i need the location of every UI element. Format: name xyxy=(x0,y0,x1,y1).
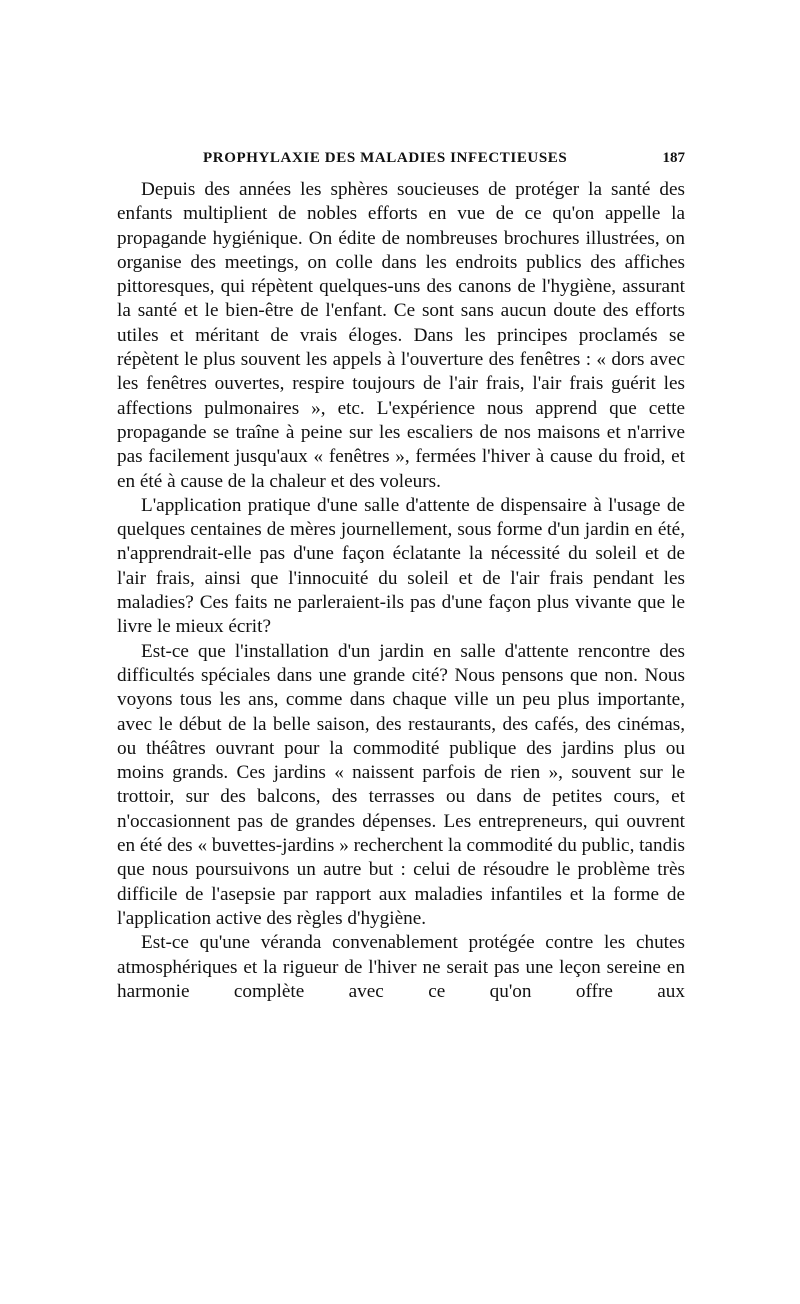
body-text xyxy=(117,178,685,1004)
paragraph: Est-ce que l'installation d'un jardin en salle d'attente rencontre des difficultés spéciales dans une grande cité? Nous pensons que non. Nous voyons tous les ans, comme dans chaque ville un peu plus importante, avec le début de la belle saison, des restaurants, des cafés, des cinémas, ou théâtres ouvrant pour la commodité publique des jardins plus ou moins grands. Ces jardins « naissent parfois de rien », souvent sur le trottoir, sur des balcons, des terrasses ou dans de petites cours, et n'occasionnent pas de grandes dépenses. Les entrepreneurs, qui ouvrent en été des « buvettes-jardins » recherchent la commodité du public, tandis que nous poursuivons un autre but : celui de résoudre le problème très difficile de l'asepsie par rapport aux maladies infantiles et la forme de l'application active des règles d'hygiène. xyxy=(117,640,685,929)
page-number: 187 xyxy=(662,150,685,166)
page-header xyxy=(117,150,685,172)
book-page xyxy=(117,150,685,1004)
paragraph: L'application pratique d'une salle d'attente de dispensaire à l'usage de quelques centaines de mères journellement, sous forme d'un jardin en été, n'apprendrait-elle pas d'une façon éclatante la nécessité du soleil et de l'air frais, ainsi que l'innocuité du soleil et de l'air frais pendant les maladies? Ces faits ne parleraient-ils pas d'une façon plus vivante que le livre le mieux écrit? xyxy=(117,494,685,638)
running-title: PROPHYLAXIE DES MALADIES INFECTIEUSES xyxy=(203,150,568,166)
paragraph: Est-ce qu'une véranda convenablement protégée contre les chutes atmosphériques et la rigueur de l'hiver ne serait pas une leçon sereine en harmonie complète avec ce qu'on offre aux xyxy=(117,932,685,1002)
paragraph: Depuis des années les sphères soucieuses de protéger la santé des enfants multiplient de nobles efforts en vue de ce qu'on appelle la propagande hygiénique. On édite de nombreuses brochures illustrées, on organise des meetings, on colle dans les endroits publics des affiches pittoresques, qui répètent quelques-uns des canons de l'hygiène, assurant la santé et le bien-être de l'enfant. Ce sont sans aucun doute des efforts utiles et méritant de vrais éloges. Dans les principes proclamés se répètent le plus souvent les appels à l'ouverture des fenêtres : « dors avec les fenêtres ouvertes, respire toujours de l'air frais, l'air frais guérit les affections pulmonaires », etc. L'expérience nous apprend que cette propagande se traîne à peine sur les escaliers de nos maisons et n'arrive pas facilement jusqu'aux « fenêtres », fermées l'hiver à cause du froid, et en été à cause de la chaleur et des voleurs. xyxy=(117,179,685,492)
